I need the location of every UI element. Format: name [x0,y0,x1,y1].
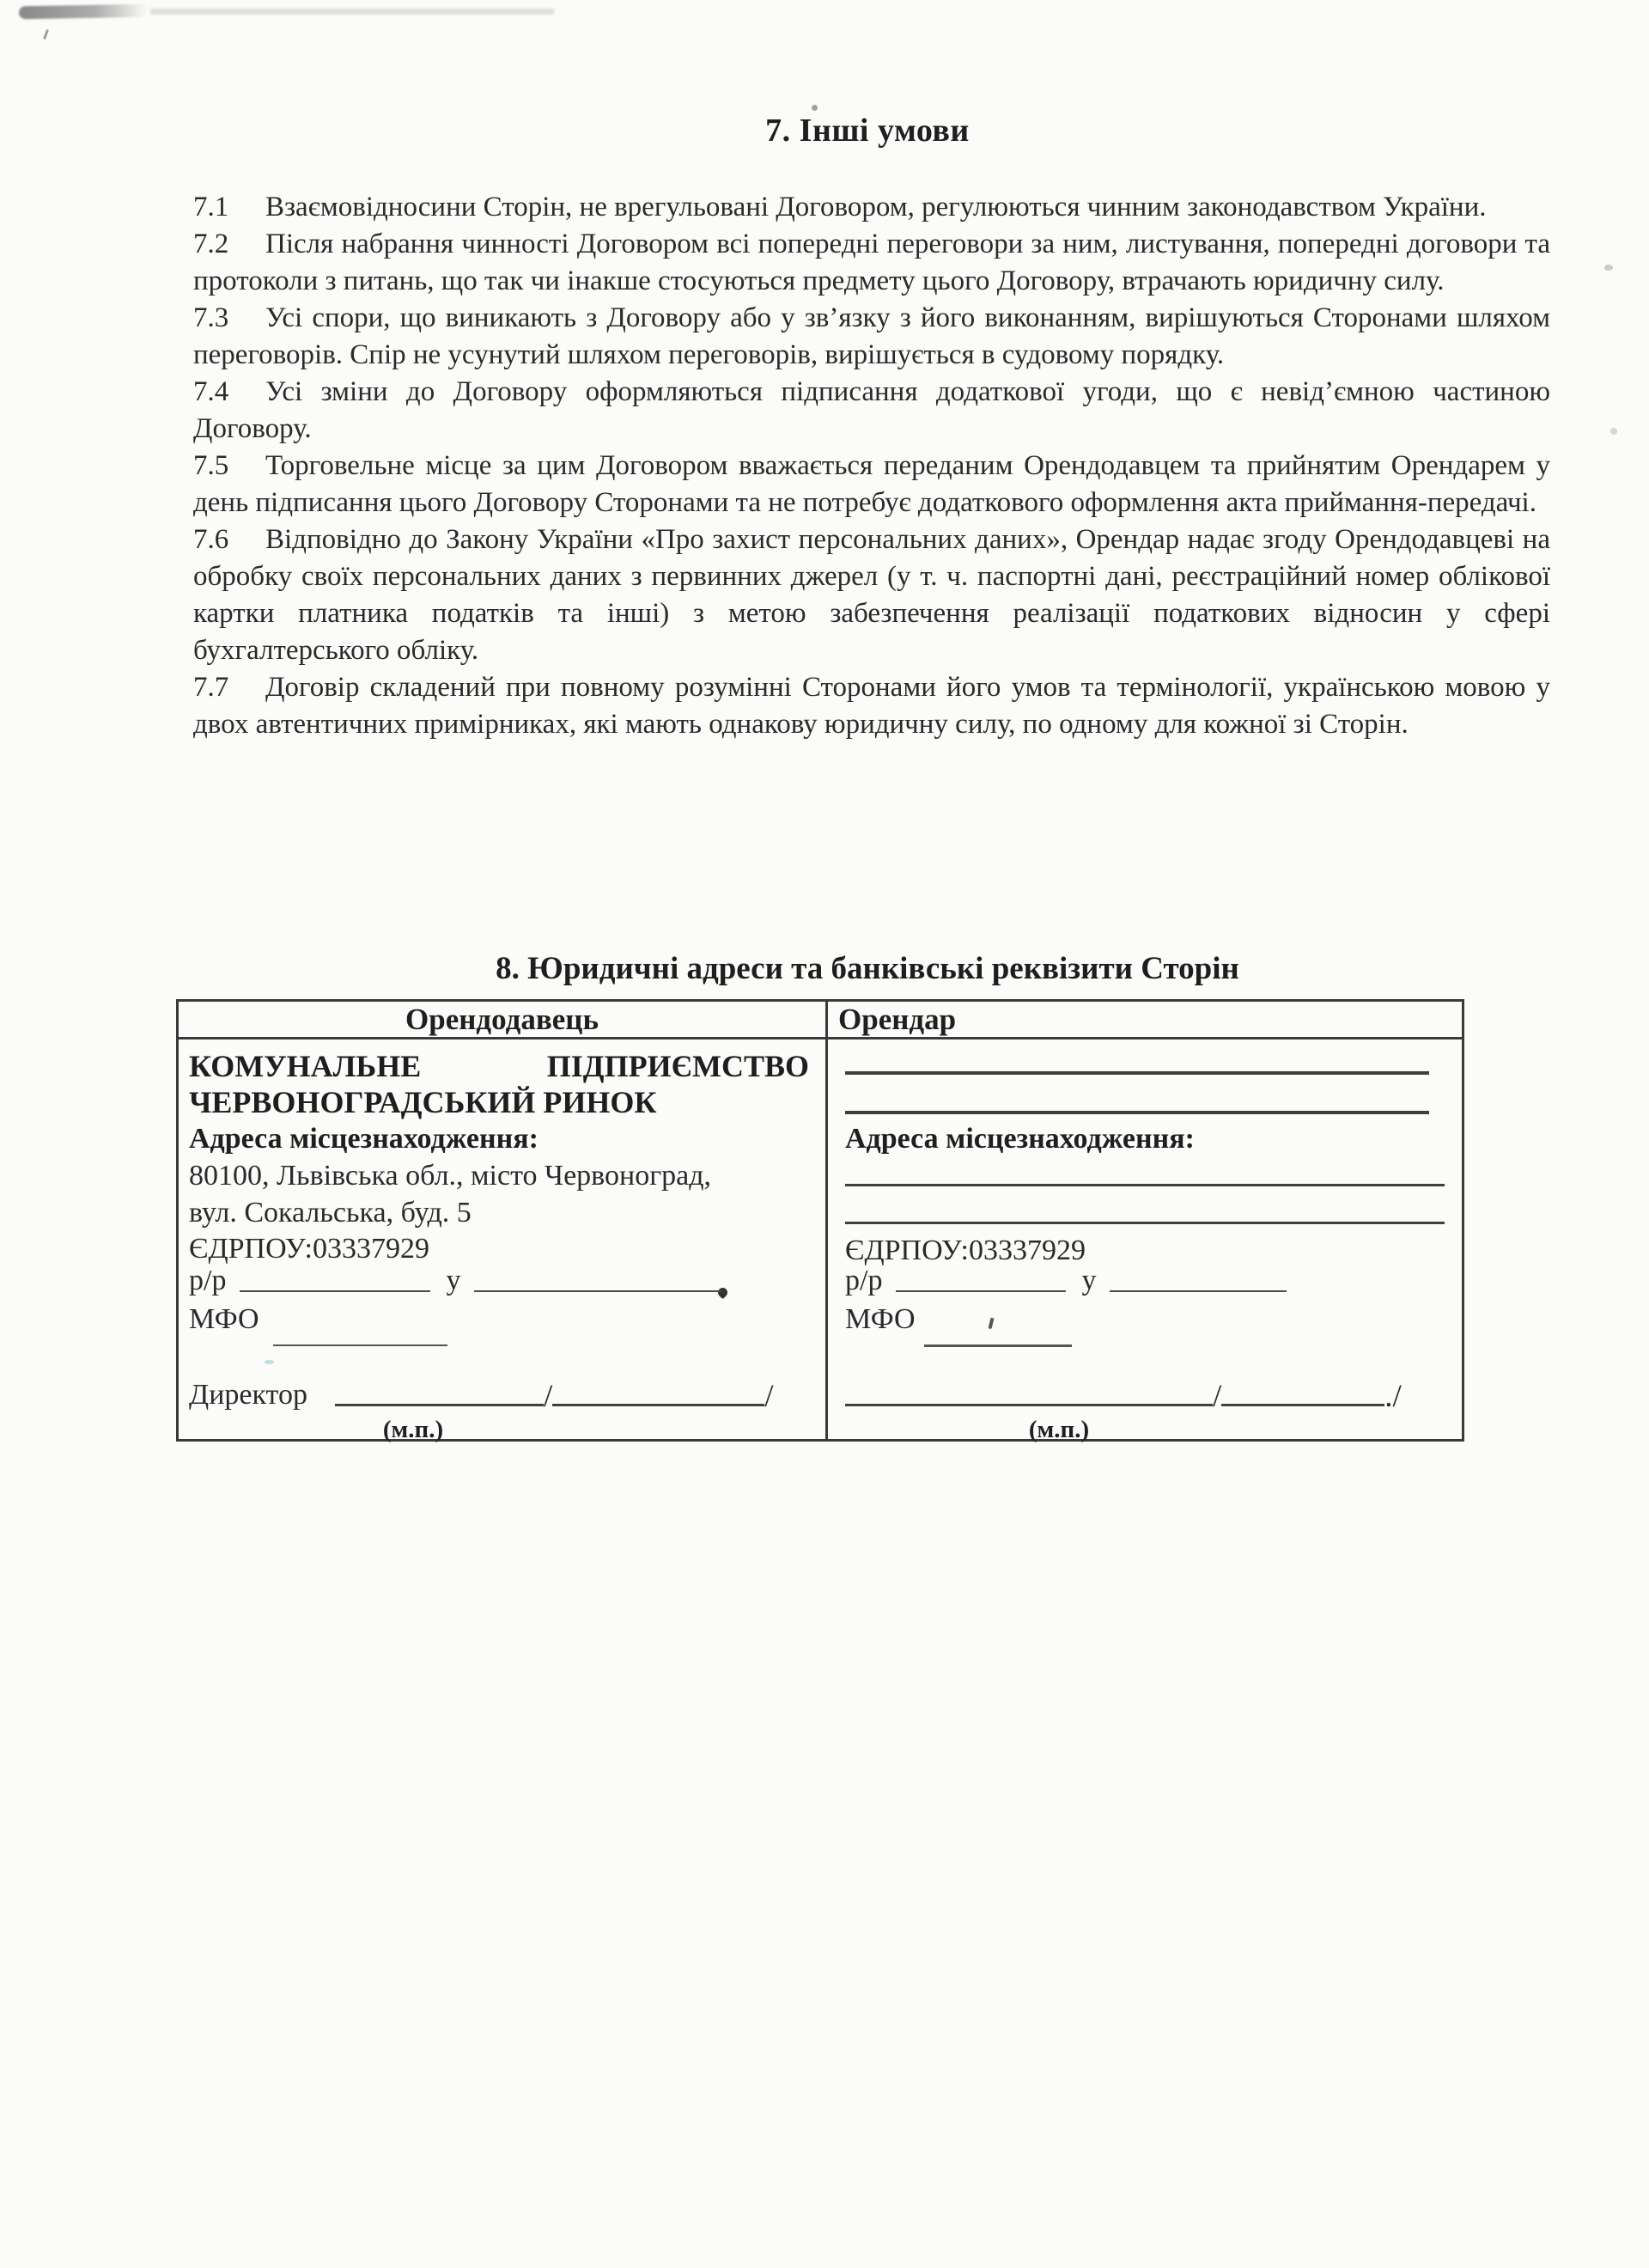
clause-number: 7.1 [193,192,229,223]
landlord-seal-label: (м.п.) [382,1416,444,1443]
account-blank [896,1290,1066,1292]
tenant-name-blank [845,1071,1429,1075]
table-body-row [179,1040,1462,1443]
slash-end: ./ [1384,1379,1402,1414]
clause-text: Після набрання чинності Договором всі попередні переговори за ним, листування, попередні договори та протоколи з питань, що так чи інакше стосуються предмету цього Договору, втрачають юридичну силу. [193,229,1550,296]
company-word: КОМУНАЛЬНЕ [189,1049,422,1083]
signature-blank [1221,1404,1384,1406]
section7-title: 7. Інші умови [765,113,970,149]
director-label: Директор [189,1379,307,1411]
account-label: р/р [189,1265,227,1296]
slash: / [764,1379,774,1414]
clause-number: 7.2 [193,229,229,259]
bank-label: у [446,1265,461,1296]
clause-7.1 [193,189,1550,226]
landlord-account-row [189,1265,807,1297]
signature-blank [552,1404,764,1406]
clause-7.6 [193,521,1550,669]
section8-title: 8. Юридичні адреси та банківські реквізити Сторін [496,951,1239,986]
tenant-mfo-label: МФО [845,1303,916,1335]
tenant-address-blank [845,1184,1445,1186]
slash: / [1213,1379,1222,1414]
scan-speck [43,29,49,40]
mfo-blank [273,1344,447,1346]
clause-number: 7.6 [193,524,229,555]
clause-text: Відповідно до Закону України «Про захист персональних даних», Орендар надає згоду Орендодавцеві на обробку своїх персональних даних з первинних джерел (у т. ч. паспортні дані, реєстраційний номер облікової картки платника податків та інші) з метою забезпечення реалізації податкових відносин у сфері бухгалтерського обліку. [193,524,1550,666]
clause-number: 7.7 [193,672,229,703]
table-header-row [179,1002,1462,1040]
clause-text: Торговельне місце за цим Договором вважається переданим Орендодавцем та прийнятим Орендарем у день підписання цього Договору Сторонами та не потребує додаткового оформлення акта приймання-передачі. [193,450,1550,518]
clause-7.5 [193,448,1550,521]
clause-number: 7.5 [193,450,229,481]
clause-number: 7.4 [193,376,229,407]
tenant-cell [828,1040,1462,1443]
clause-text: Договір складений при повному розумінні Сторонами його умов та термінології, українською мовою у двох автентичних примірниках, які мають однакову юридичну силу, по одному для кожної зі Сторін. [193,672,1550,740]
scan-speck [812,105,818,111]
landlord-address-line1: 80100, Львівська обл., місто Червоноград, [189,1160,712,1192]
tenant-signature-row [845,1370,1446,1414]
clause-7.7 [193,669,1550,743]
clause-text: Усі спори, що виникають з Договору або у зв’язку з його виконанням, вирішуються Сторонами шляхом переговорів. Спір не усунутий шляхом переговорів, вирішується в судовому порядку. [193,302,1550,370]
mfo-blank [924,1344,1072,1347]
clause-text: Взаємовідносини Сторін, не врегульовані Договором, регулюються чинним законодавством України. [265,192,1487,223]
scan-smudge [19,4,148,20]
clause-text: Усі зміни до Договору оформляються підписання додаткової угоди, що є невід’ємною частиною Договору. [193,376,1550,444]
slash: / [543,1379,553,1414]
tenant-edrpou: ЄДРПОУ:03337929 [845,1235,1086,1266]
tenant-account-row [845,1265,1446,1297]
account-blank [240,1290,430,1292]
landlord-edrpou: ЄДРПОУ:03337929 [189,1233,429,1265]
landlord-address-line2: вул. Сокальська, буд. 5 [189,1197,472,1228]
signature-blank [335,1404,544,1406]
landlord-header: Орендодавець [179,1002,828,1037]
landlord-signature-row [189,1370,807,1414]
tenant-address-label: Адреса місцезнаходження: [845,1123,1195,1155]
clause-number: 7.3 [193,302,229,333]
scan-speck [1610,428,1617,435]
company-name-line2: ЧЕРВОНОГРАДСЬКИЙ РИНОК [189,1085,657,1119]
bank-label: у [1081,1265,1097,1296]
clause-7.3 [193,300,1550,374]
company-name-line1 [189,1048,809,1084]
landlord-mfo-label: МФО [189,1303,259,1335]
scan-speck [1604,265,1613,271]
account-label: р/р [845,1265,883,1296]
bank-blank [474,1290,721,1292]
clause-7.2 [193,226,1550,300]
landlord-address-label: Адреса місцезнаходження: [189,1123,539,1155]
requisites-table [176,999,1464,1442]
landlord-company-name [189,1048,809,1120]
tenant-name-blank [845,1111,1429,1114]
landlord-cell [179,1040,828,1443]
tenant-seal-label: (м.п.) [1028,1416,1090,1443]
clauses-container [193,189,1550,743]
bank-blank [1110,1290,1287,1292]
tenant-header: Орендар [838,1002,957,1036]
tenant-address-blank [845,1222,1445,1224]
scan-smudge [150,9,554,15]
company-word: ПІДПРИЄМСТВО [546,1049,809,1083]
signature-blank [845,1404,1213,1406]
clause-7.4 [193,374,1550,448]
